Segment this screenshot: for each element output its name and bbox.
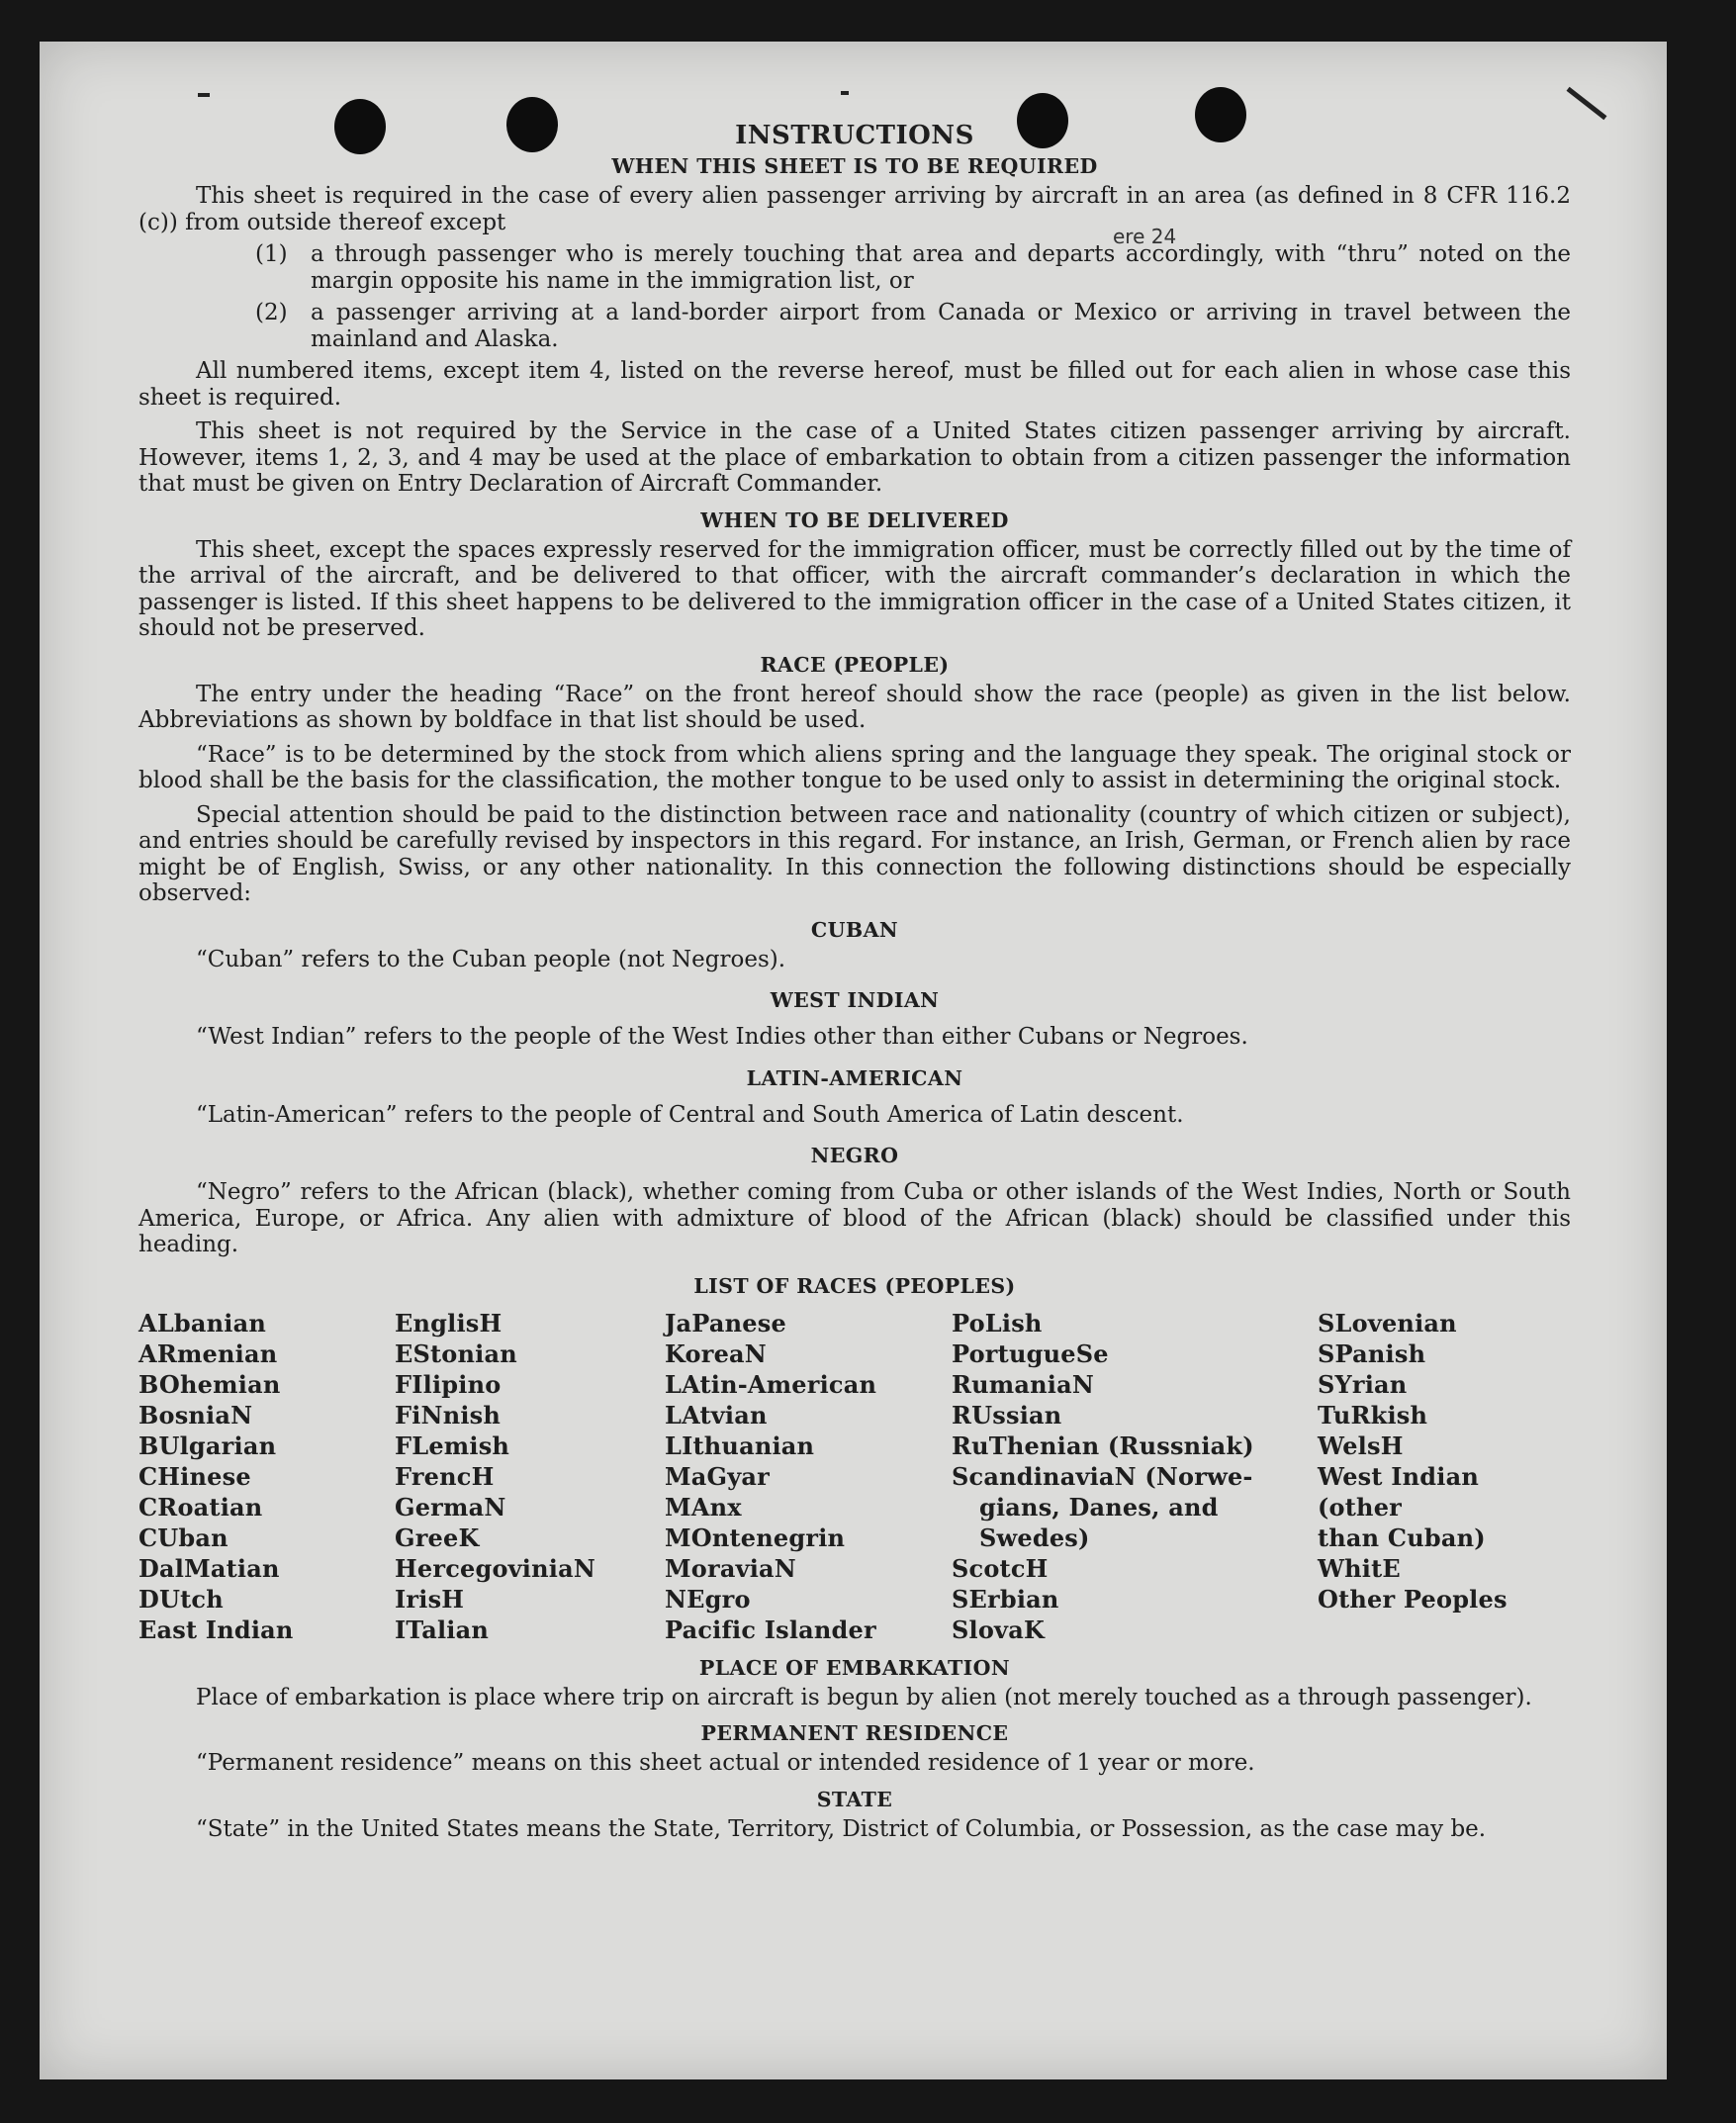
item-number: (2) (255, 300, 288, 325)
race-entry: NEgro (665, 1584, 751, 1614)
race-entry: FrencH (395, 1461, 495, 1491)
race-entry: RuThenian (Russniak) (952, 1431, 1254, 1460)
race-entry: EnglisH (395, 1308, 503, 1338)
race-entry: West Indian (other (1318, 1461, 1479, 1522)
race-entry: gians, Danes, and (979, 1492, 1219, 1522)
heading-cuban: CUBAN (810, 917, 899, 942)
race-entry: Swedes) (979, 1523, 1090, 1552)
race-entry: IrisH (395, 1584, 465, 1614)
race-entry: WhitE (1318, 1553, 1401, 1583)
race-entry: CRoatian (138, 1492, 263, 1522)
race-entry: RumaniaN (952, 1369, 1094, 1399)
race-entry: ARmenian (138, 1338, 278, 1368)
race-entry: MOntenegrin (665, 1523, 846, 1552)
document-sheet (40, 42, 1667, 2079)
race-entry: BUlgarian (138, 1431, 277, 1460)
required-paragraph-2: All numbered items, except item 4, listed on the reverse hereof, must be filled out for each alien in whose case this sheet is required. (138, 358, 1571, 411)
race-entry: WelsH (1318, 1431, 1404, 1460)
race-entry: SPanish (1318, 1338, 1426, 1368)
race-entry: GermaN (395, 1492, 506, 1522)
race-entry: MaGyar (665, 1461, 770, 1491)
required-paragraph-3: This sheet is not required by the Service in the case of a United States citizen passenger arriving by aircraft. However, items 1, 2, 3, and 4 may be used at the place of embarkation to obtain from a citizen passenger the information that must be given on Entry Declaration of Aircraft Commander. (138, 418, 1571, 497)
heading-latin-american: LATIN-AMERICAN (746, 1065, 963, 1090)
delivered-paragraph: This sheet, except the spaces expressly reserved for the immigration officer, must be correctly filled out by the time of the arrival of the aircraft, and be delivered to that officer, with the aircraft commander’s declaration in which the passenger is listed. If this sheet happens to be delivered to the immigration officer in the case of a United States citizen, it should not be preserved. (138, 536, 1571, 641)
race-column-2 (395, 1308, 665, 1645)
race-list (138, 1308, 1571, 1645)
cuban-text: “Cuban” refers to the Cuban people (not Negroes). (196, 946, 786, 972)
race-entry: FiNnish (395, 1400, 502, 1430)
race-entry: FIlipino (395, 1369, 502, 1399)
race-entry: than Cuban) (1318, 1523, 1486, 1552)
permanent-residence-text: “Permanent residence” means on this sheet actual or intended residence of 1 year or more. (196, 1750, 1255, 1776)
race-entry: CHinese (138, 1461, 251, 1491)
staple-mark (1567, 87, 1607, 120)
heading-negro: NEGRO (810, 1144, 899, 1167)
race-entry: SlovaK (952, 1615, 1046, 1644)
race-entry: MoraviaN (665, 1553, 796, 1583)
race-entry: East Indian (138, 1615, 294, 1644)
required-intro: This sheet is required in the case of every alien passenger arriving by aircraft in an area (as defined in 8 CFR 116.2 (c)) from outside thereof except (138, 183, 1571, 235)
heading-permanent-residence: PERMANENT RESIDENCE (700, 1721, 1009, 1745)
race-entry: BosniaN (138, 1400, 253, 1430)
race-entry: SYrian (1318, 1369, 1408, 1399)
race-entry: JaPanese (665, 1308, 786, 1338)
race-entry: ITalian (395, 1615, 489, 1644)
race-entry: DUtch (138, 1584, 224, 1614)
item-number: (1) (255, 241, 288, 267)
race-entry: PoLish (952, 1308, 1043, 1338)
embarkation-text: Place of embarkation is place where trip on aircraft is begun by alien (not merely touched as a through passenger). (196, 1684, 1532, 1710)
race-entry: ScandinaviaN (Norwe- (952, 1461, 1253, 1491)
race-entry: CUban (138, 1523, 228, 1552)
race-entry: EStonian (395, 1338, 517, 1368)
race-entry: ScotcH (952, 1553, 1049, 1583)
race-entry: LIthuanian (665, 1431, 815, 1460)
race-entry: TuRkish (1318, 1400, 1428, 1430)
race-entry: MAnx (665, 1492, 742, 1522)
race-paragraph-1: The entry under the heading “Race” on the front hereof should show the race (people) as given in the list below. Abbreviations as shown by boldface in that list should be used. (138, 681, 1571, 733)
race-entry: KoreaN (665, 1338, 767, 1368)
item-text: a passenger arriving at a land-border airport from Canada or Mexico or arriving in travel between the mainland and Alaska. (311, 300, 1571, 352)
heading-west-indian: WEST INDIAN (770, 988, 940, 1012)
heading-when-required: WHEN THIS SHEET IS TO BE REQUIRED (611, 154, 1098, 178)
race-column-5 (1318, 1308, 1571, 1645)
race-entry: Other Peoples (1318, 1584, 1508, 1614)
race-column-1 (138, 1308, 395, 1645)
item-text: a through passenger who is merely touching that area and departs accordingly, with “thru” noted on the margin opposite his name in the immigration list, or (311, 241, 1571, 294)
west-indian-text: “West Indian” refers to the people of the West Indies other than either Cubans or Negroes. (196, 1024, 1248, 1050)
race-entry: LAtin-American (665, 1369, 877, 1399)
heading-when-delivered: WHEN TO BE DELIVERED (700, 508, 1009, 532)
race-column-4 (952, 1308, 1318, 1645)
page-title: INSTRUCTIONS (735, 121, 974, 150)
race-entry: HercegoviniaN (395, 1553, 595, 1583)
negro-text: “Negro” refers to the African (black), whether coming from Cuba or other islands of the West Indies, North or South America, Europe, or Africa. Any alien with admixture of blood of the African (black) should be classified under this heading. (138, 1179, 1571, 1257)
race-entry: RUssian (952, 1400, 1062, 1430)
latin-american-text: “Latin-American” refers to the people of Central and South America of Latin descent. (196, 1101, 1184, 1128)
race-entry: LAtvian (665, 1400, 768, 1430)
race-entry: ALbanian (138, 1308, 266, 1338)
heading-race: RACE (PEOPLE) (760, 652, 950, 677)
race-entry: GreeK (395, 1523, 480, 1552)
handwritten-note: ere 24 (1113, 225, 1177, 248)
heading-list-of-races: LIST OF RACES (PEOPLES) (693, 1273, 1016, 1298)
heading-state: STATE (816, 1787, 893, 1811)
exception-item-1 (255, 241, 1571, 294)
heading-embarkation: PLACE OF EMBARKATION (698, 1655, 1011, 1680)
speck-mark (198, 93, 210, 97)
speck-mark-2 (841, 91, 849, 95)
race-entry: PortugueSe (952, 1338, 1109, 1368)
race-paragraph-2: “Race” is to be determined by the stock from which aliens spring and the language they speak. The original stock or blood shall be the basis for the classification, the mother tongue to be used only to assist in determining the original stock. (138, 741, 1571, 793)
race-column-3 (665, 1308, 952, 1645)
state-text: “State” in the United States means the State, Territory, District of Columbia, or Possession, as the case may be. (196, 1815, 1487, 1842)
exception-item-2 (255, 300, 1571, 352)
race-entry: BOhemian (138, 1369, 281, 1399)
instructions-content (138, 121, 1571, 1842)
race-entry: DalMatian (138, 1553, 280, 1583)
race-entry: SErbian (952, 1584, 1059, 1614)
race-paragraph-3: Special attention should be paid to the distinction between race and nationality (country of which citizen or subject), and entries should be carefully revised by inspectors in this regard. For instance, an Irish, German, or French alien by race might be of English, Swiss, or any other nationality. In this connection the following distinctions should be especially observed: (138, 801, 1571, 906)
race-entry: SLovenian (1318, 1308, 1457, 1338)
race-entry: Pacific Islander (665, 1615, 876, 1644)
race-entry: FLemish (395, 1431, 510, 1460)
